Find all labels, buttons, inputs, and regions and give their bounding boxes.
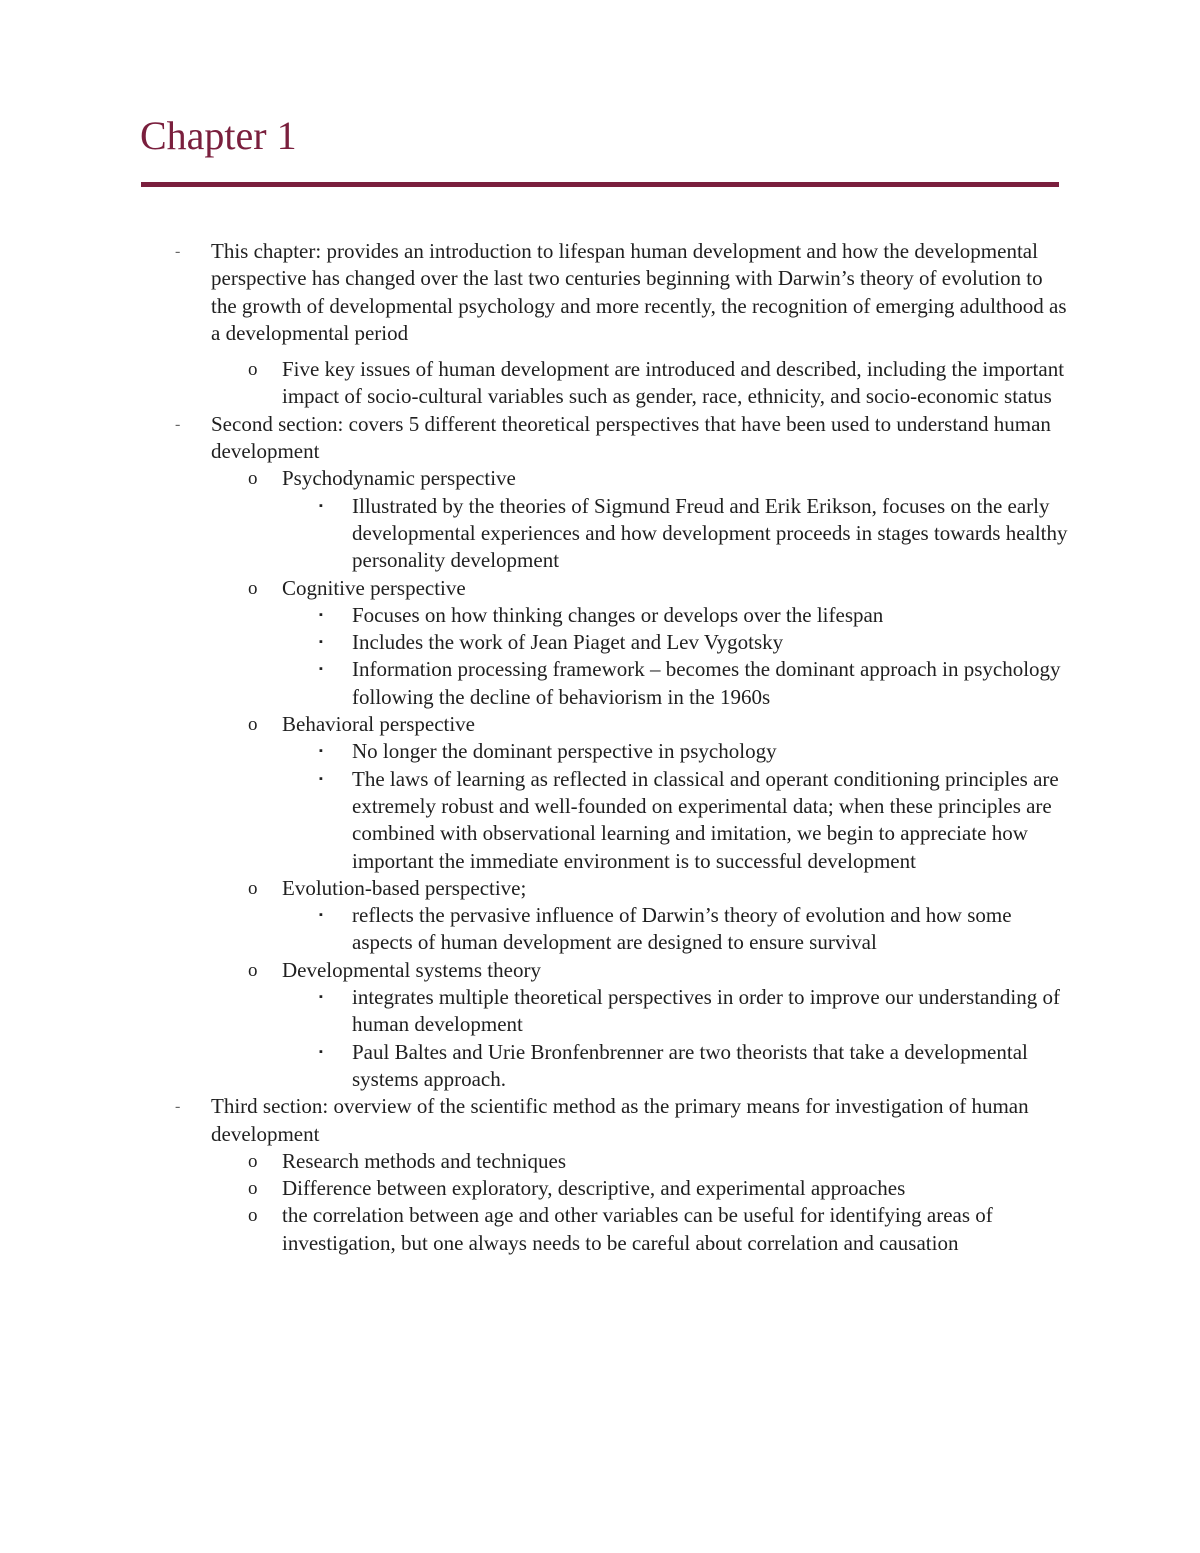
dash-bullet: - [175, 243, 181, 260]
outline-text: The laws of learning as reflected in classical and operant conditioning principles are extremely robust and well-founded on experimental data; when these principles are combined with observational learning and imitation, we begin to appreciate how important the immediate environment is to successful development [352, 766, 1059, 873]
outline-text: This chapter: provides an introduction to lifespan human development and how the developmental perspective has changed over the last two centuries beginning with Darwin’s theory of evolution to the growth of developmental psychology and more recently, the recognition of emerging adulthood as a developmental period [211, 239, 1067, 345]
outline-text: Evolution-based perspective; [282, 875, 527, 900]
circle-bullet: o [248, 359, 258, 381]
outline-item-level-3 [319, 766, 1072, 875]
outline-text: Five key issues of human development are introduced and described, including the important impact of socio-cultural variables such as gender, race, ethnicity, and socio-economic status [282, 357, 1065, 409]
outline-text: Paul Baltes and Urie Bronfenbrenner are two theorists that take a developmental systems approach. [352, 1039, 1028, 1091]
dash-bullet: - [175, 1098, 181, 1116]
outline-item-level-3 [319, 656, 1072, 711]
outline-item-level-2 [248, 875, 1072, 902]
chapter-outline [0, 238, 1200, 1257]
outline-item-level-2 [248, 1148, 1072, 1175]
square-bullet: ▪ [319, 608, 323, 621]
outline-text: Information processing framework – becomes the dominant approach in psychology following the decline of behaviorism in the 1960s [352, 657, 1061, 709]
square-bullet: ▪ [319, 909, 323, 922]
outline-text: Illustrated by the theories of Sigmund Freud and Erik Erikson, focuses on the early developmental experiences and how development proceeds in stages towards healthy personality development [352, 493, 1068, 573]
outline-item-level-1 [175, 411, 1071, 466]
outline-item-level-2 [248, 465, 1072, 492]
square-bullet: ▪ [319, 499, 323, 512]
outline-item-level-2 [248, 1202, 1072, 1257]
outline-text: Developmental systems theory [282, 957, 541, 982]
outline-item-level-3 [319, 902, 1072, 957]
circle-bullet: o [248, 1205, 258, 1227]
outline-item-level-2 [248, 711, 1072, 738]
outline-text: No longer the dominant perspective in psychology [352, 739, 777, 764]
circle-bullet: o [248, 959, 258, 981]
square-bullet: ▪ [319, 636, 323, 649]
circle-bullet: o [248, 1178, 258, 1200]
outline-item-level-3 [319, 629, 1072, 656]
outline-item-level-3 [319, 1039, 1072, 1094]
outline-text: integrates multiple theoretical perspectives in order to improve our understanding of human development [352, 985, 1060, 1037]
square-bullet: ▪ [319, 1045, 323, 1058]
square-bullet: ▪ [319, 745, 323, 758]
outline-item-level-2 [248, 575, 1072, 602]
outline-item-level-1 [175, 238, 1071, 347]
chapter-title: Chapter 1 [140, 113, 297, 158]
outline-item-level-2 [248, 1175, 1072, 1202]
circle-bullet: o [248, 577, 258, 599]
outline-item-level-3 [319, 602, 1072, 629]
outline-item-level-1 [175, 1093, 1071, 1148]
outline-text: Difference between exploratory, descriptive, and experimental approaches [282, 1176, 906, 1201]
title-underline [141, 182, 1059, 187]
circle-bullet: o [248, 1150, 258, 1172]
outline-text: Behavioral perspective [282, 712, 475, 737]
outline-item-level-2 [248, 957, 1072, 984]
outline-text: Includes the work of Jean Piaget and Lev Vygotsky [352, 630, 784, 655]
dash-bullet: - [175, 415, 181, 433]
outline-item-level-2 [248, 356, 1072, 411]
outline-text: the correlation between age and other variables can be useful for identifying areas of investigation, but one always needs to be careful about correlation and causation [282, 1203, 993, 1255]
square-bullet: ▪ [319, 663, 323, 676]
outline-item-level-3 [319, 738, 1072, 765]
outline-text: Focuses on how thinking changes or develops over the lifespan [352, 602, 884, 627]
outline-text: reflects the pervasive influence of Darwin’s theory of evolution and how some aspects of human development are designed to ensure survival [352, 903, 1012, 955]
outline-text: Research methods and techniques [282, 1148, 566, 1173]
circle-bullet: o [248, 468, 258, 490]
circle-bullet: o [248, 877, 258, 899]
outline-item-level-3 [319, 493, 1072, 575]
circle-bullet: o [248, 714, 258, 736]
outline-text: Cognitive perspective [282, 575, 466, 600]
outline-item-level-3 [319, 984, 1072, 1039]
square-bullet: ▪ [319, 772, 323, 785]
outline-text: Second section: covers 5 different theoretical perspectives that have been used to understand human development [211, 411, 1051, 464]
square-bullet: ▪ [319, 991, 323, 1004]
outline-text: Third section: overview of the scientific method as the primary means for investigation of human development [211, 1094, 1029, 1146]
outline-text: Psychodynamic perspective [282, 466, 516, 491]
